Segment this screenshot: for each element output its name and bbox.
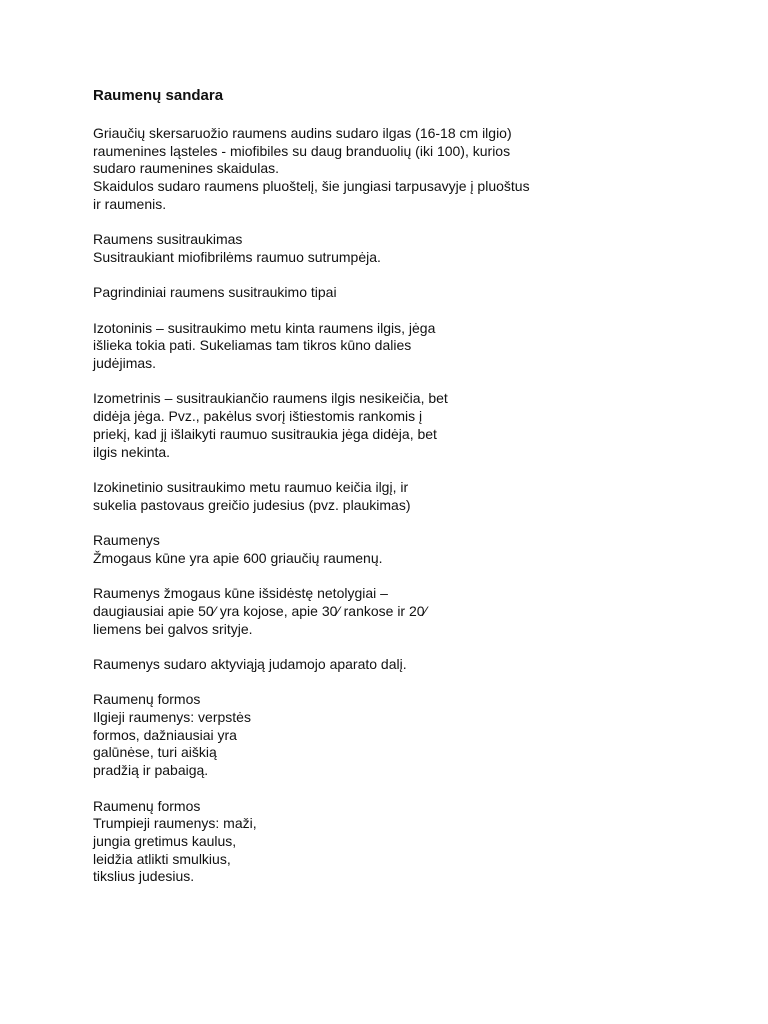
- document-title: Raumenų sandara: [93, 87, 224, 104]
- text-line: Ilgieji raumenys: verpstės: [93, 709, 251, 726]
- text-line: didėja jėga. Pvz., pakėlus svorį ištiestomis rankomis į: [93, 408, 423, 425]
- text-line: judėjimas.: [93, 355, 157, 372]
- text-line: sukelia pastovaus greičio judesius (pvz. plaukimas): [93, 496, 411, 513]
- text-line: tikslius judesius.: [93, 868, 195, 885]
- paragraph: [93, 656, 733, 674]
- text-line: Izotoninis – susitraukimo metu kinta raumens ilgis, jėga: [93, 319, 436, 336]
- text-line: Skaidulos sudaro raumens pluoštelį, šie jungiasi tarpusavyje į pluoštus: [93, 178, 530, 195]
- text-line: Raumenys sudaro aktyviąją judamojo aparato dalį.: [93, 655, 407, 672]
- document-body: [93, 125, 733, 886]
- text-line: sudaro raumenines skaidulas.: [93, 160, 279, 177]
- text-line: galūnėse, turi aiškią: [93, 744, 217, 761]
- text-line: ir raumenis.: [93, 195, 167, 212]
- text-line: jungia gretimus kaulus,: [93, 832, 237, 849]
- paragraph: [93, 479, 733, 514]
- text-line: ilgis nekinta.: [93, 443, 171, 460]
- paragraph: [93, 532, 733, 567]
- paragraph: [93, 798, 733, 887]
- text-line: formos, dažniausiai yra: [93, 726, 237, 743]
- text-line: Raumens susitraukimas: [93, 231, 243, 248]
- paragraph: [93, 284, 733, 302]
- text-line: Izometrinis – susitraukiančio raumens ilgis nesikeičia, bet: [93, 390, 448, 407]
- text-line: Griaučių skersaruožio raumens audins sudaro ilgas (16-18 cm ilgio): [93, 125, 512, 141]
- text-line: leidžia atlikti smulkius,: [93, 850, 231, 867]
- text-line: Raumenys: [93, 532, 160, 549]
- text-line: liemens bei galvos srityje.: [93, 620, 253, 637]
- text-line: raumenines ląsteles - miofibiles su daug branduolių (iki 100), kurios: [93, 142, 511, 159]
- text-line: Raumenys žmogaus kūne išsidėstę netolygiai –: [93, 585, 388, 602]
- paragraph: [93, 125, 733, 214]
- text-line: Raumenų formos: [93, 691, 201, 708]
- paragraph: [93, 390, 733, 461]
- text-line: Susitraukiant miofibrilėms raumuo sutrumpėja.: [93, 248, 381, 265]
- text-line: Pagrindiniai raumens susitraukimo tipai: [93, 284, 337, 301]
- text-line: Raumenų formos: [93, 797, 201, 814]
- paragraph: [93, 585, 733, 638]
- text-line: priekį, kad jį išlaikyti raumuo susitraukia jėga didėja, bet: [93, 425, 437, 442]
- text-line: Izokinetinio susitraukimo metu raumuo keičia ilgį, ir: [93, 478, 409, 495]
- text-line: išlieka tokia pati. Sukeliamas tam tikros kūno dalies: [93, 337, 412, 354]
- paragraph: [93, 320, 733, 373]
- document-page: [93, 86, 733, 904]
- text-line: Trumpieji raumenys: maži,: [93, 815, 257, 832]
- text-line: daugiausiai apie 50⁄ yra kojose, apie 30⁄ rankose ir 20⁄: [93, 602, 427, 619]
- paragraph: [93, 231, 733, 266]
- paragraph: [93, 691, 733, 780]
- text-line: Žmogaus kūne yra apie 600 griaučių raumenų.: [93, 549, 383, 566]
- text-line: pradžią ir pabaigą.: [93, 762, 209, 779]
